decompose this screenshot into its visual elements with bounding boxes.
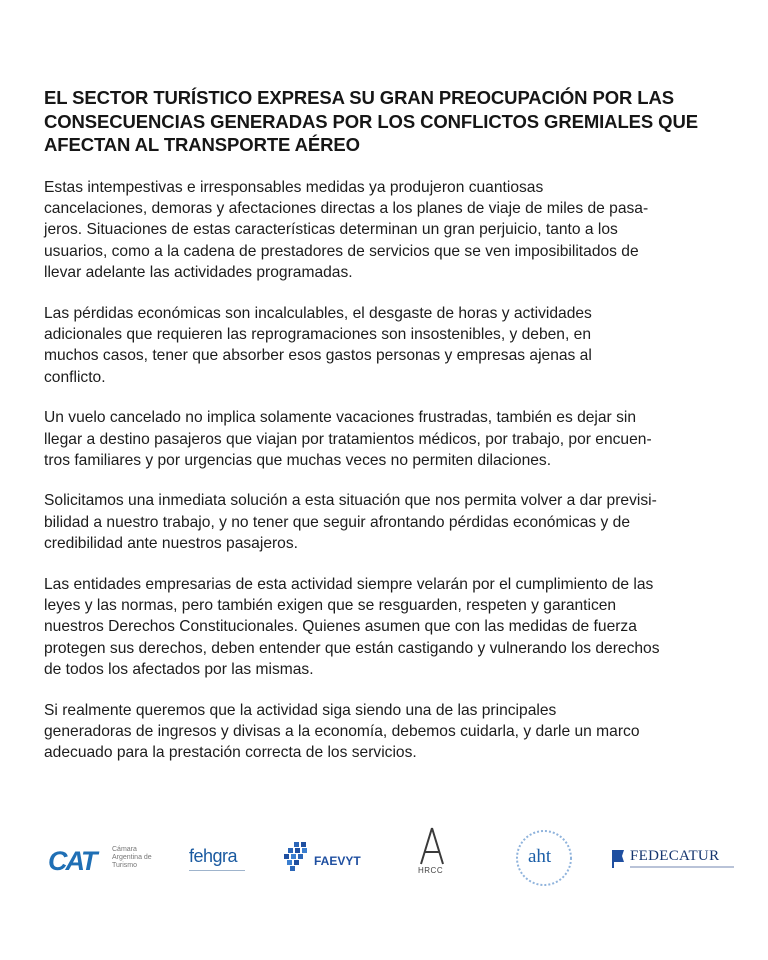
faevyt-emblem-icon [284,840,314,874]
text-line: tros familiares y por urgencias que muchas veces no permiten dilaciones. [44,451,552,469]
text-line: jeros. Situaciones de estas características determinan un gran perjuicio, tanto a los [44,221,618,239]
fehgra-logo [189,846,253,876]
text-line: credibilidad ante nuestros pasajeros. [44,535,298,553]
paragraph-6 [44,700,738,764]
text-line: generadoras de ingresos y divisas a la economía, debemos cuidarla, y darle un marco [44,723,640,741]
fedecatur-subline [630,866,734,868]
paragraph-3 [44,407,738,471]
text-line: leyes y las normas, pero también exigen que se resguarden, respeten y garanticen [44,597,617,614]
text-line: Si realmente queremos que la actividad siga siendo una de las principales [44,701,557,719]
text-line: conflicto. [44,368,106,386]
text-line: Las entidades empresarias de esta actividad siempre velarán por el cumplimiento de las [44,575,654,593]
text-line: llevar adelante las actividades programadas. [44,264,353,282]
hrcc-emblem-icon [415,826,449,866]
text-line: cancelaciones, demoras y afectaciones directas a los planes de viaje de miles de pasa- [44,199,649,217]
title-line: AFECTAN AL TRANSPORTE AÉREO [44,134,360,155]
text-line: adecuado para la prestación correcta de los servicios. [44,744,417,762]
cat-logo [48,844,163,876]
cat-logo-text: Cámara Argentina de Turismo [112,846,152,869]
text-line: Solicitamos una inmediata solución a esta situación que nos permita volver a dar previsi- [44,492,657,510]
text-line: llegar a destino pasajeros que viajan por tratamientos médicos, por trabajo, por encuen- [44,430,652,448]
aht-logo [514,828,574,888]
text-line: Estas intempestivas e irresponsables medidas ya produjeron cuantiosas [44,178,544,196]
paragraph-1 [44,177,738,284]
text-line: Un vuelo cancelado no implica solamente vacaciones frustradas, también es dejar sin [44,409,637,427]
fedecatur-logo-text: FEDECATUR [630,848,720,864]
document [44,86,738,783]
paragraph-4 [44,490,738,554]
text-line: de todos los afectados por las mismas. [44,661,314,679]
title-line: EL SECTOR TURÍSTICO EXPRESA SU GRAN PREOCUPACIÓN POR LAS [44,87,674,108]
paragraph-2 [44,303,738,389]
faevyt-logo [284,840,374,878]
text-line: adicionales que requieren las reprogramaciones son insostenibles, y deben, en [44,325,591,343]
fedecatur-flag-icon [610,848,626,868]
text-line: bilidad a nuestro trabajo, y no tener que seguir afrontando pérdidas económicas y de [44,513,631,531]
fehgra-underline [189,870,245,871]
fedecatur-logo [610,848,740,876]
title-line: CONSECUENCIAS GENERADAS POR LOS CONFLICTOS GREMIALES QUE [44,110,698,132]
hrcc-logo [415,826,455,886]
cat-logo-mark: CAT [48,846,96,876]
faevyt-logo-text: FAEVYT [314,854,361,868]
text-line: protegen sus derechos, deben entender que están castigando y vulnerando los derechos [44,639,660,657]
text-line: nuestros Derechos Constitucionales. Quienes asumen que con las medidas de fuerza [44,618,637,636]
logo-strip [44,820,738,900]
fehgra-logo-text: fehgra [189,846,238,866]
document-title [44,86,738,157]
text-line: Las pérdidas económicas son incalculables, el desgaste de horas y actividades [44,304,592,322]
hrcc-logo-text: HRCC [418,866,444,875]
aht-logo-text: aht [528,846,552,867]
paragraph-5 [44,574,738,681]
text-line: muchos casos, tener que absorber esos gastos personas y empresas ajenas al [44,347,592,365]
text-line: usuarios, como a la cadena de prestadores de servicios que se ven imposibilitados de [44,242,639,260]
